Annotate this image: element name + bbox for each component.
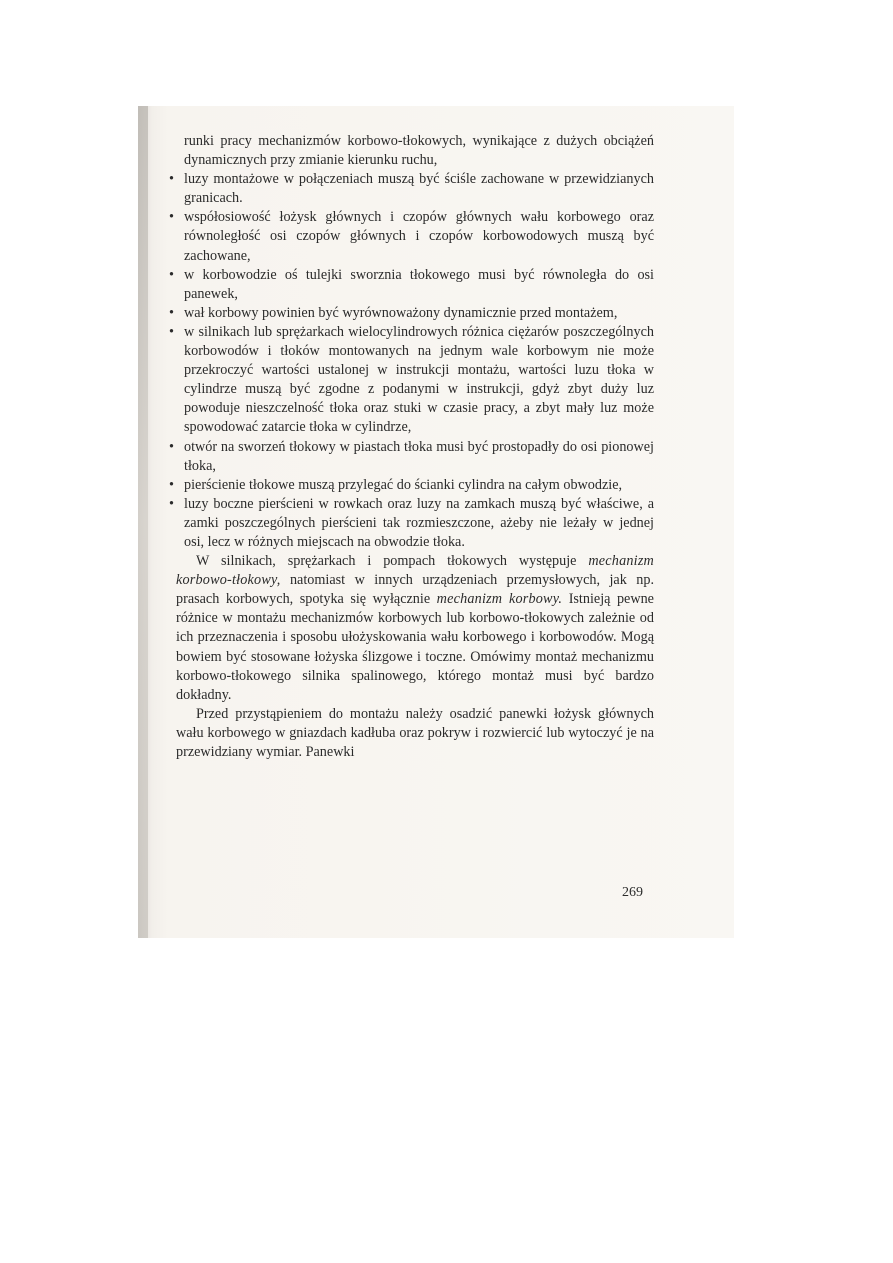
list-item: • w silnikach lub sprężarkach wielocylindrowych różnica ciężarów poszczególnych korbowodów i tłoków montowanych na jednym wale korbowym nie może przekroczyć wartości ustalonej w instrukcji montażu, wartości luzu tłoka w cylindrze muszą być zgodne z podanymi w instrukcji, gdyż zbyt duży luz powoduje nieszczelność tłoka oraz stuki w czasie pracy, a zbyt mały luz może spowodować zatarcie tłoka w cylindrze, <box>176 323 654 438</box>
list-item: • luzy montażowe w połączeniach muszą być ściśle zachowane w przewidzianych granicach. <box>176 170 654 208</box>
term-crank-piston-mechanism: mechanizm korbowo-tłokowy, <box>176 553 654 589</box>
paragraph-mechanisms <box>176 552 654 705</box>
scanned-book-page <box>138 106 734 938</box>
requirements-list <box>176 132 654 552</box>
list-item: • otwór na sworzeń tłokowy w piastach tłoka musi być prostopadły do osi pionowej tłoka, <box>176 438 654 476</box>
list-item: • luzy boczne pierścieni w rowkach oraz luzy na zamkach muszą być właściwe, a zamki poszczególnych pierścieni tak rozmieszczone, ażeby nie leżały w jednej osi, lecz w różnych miejscach na obwodzie tłoka. <box>176 495 654 552</box>
list-item: • pierścienie tłokowe muszą przylegać do ścianki cylindra na całym obwodzie, <box>176 476 654 495</box>
list-item: • w korbowodzie oś tulejki sworznia tłokowego musi być równoległa do osi panewek, <box>176 266 654 304</box>
paragraph-text: natomiast w innych urządzeniach przemysłowych, jak np. prasach korbowych, spotyka się wyłącznie <box>176 572 654 608</box>
paragraph-bearings: Przed przystąpieniem do montażu należy osadzić panewki łożysk głównych wału korbowego w gniazdach kadłuba oraz pokryw i rozwiercić lub wytoczyć je na przewidziany wymiar. Panewki <box>176 705 654 760</box>
term-crank-mechanism: mechanizm korbowy. <box>436 591 563 608</box>
list-item-continuation: runki pracy mechanizmów korbowo-tłokowych, wynikające z dużych obciążeń dynamicznych przy zmianie kierunku ruchu, <box>184 133 654 169</box>
paragraph-text: W silnikach, sprężarkach i pompach tłokowych występuje <box>196 553 589 570</box>
list-item: • współosiowość łożysk głównych i czopów głównych wału korbowego oraz równoległość osi czopów głównych i czopów korbowodowych muszą być zachowane, <box>176 208 654 265</box>
list-item: • wał korbowy powinien być wyrównoważony dynamicznie przed montażem, <box>176 304 654 323</box>
paragraph-text: Istnieją pewne różnice w montażu mechanizmów korbowych lub korbowo-tłokowych zależnie od ich przeznaczenia i sposobu ułożyskowania wału korbowego i korbowodów. Mogą bowiem być stosowane łożyska ślizgowe i toczne. Omówimy montaż mechanizmu korbowo-tłokowego silnika spalinowego, którego montaż musi być bardzo dokładny. <box>176 591 654 703</box>
page-number: 269 <box>622 885 643 900</box>
page-binding-edge <box>138 106 148 938</box>
page-text <box>176 132 654 762</box>
